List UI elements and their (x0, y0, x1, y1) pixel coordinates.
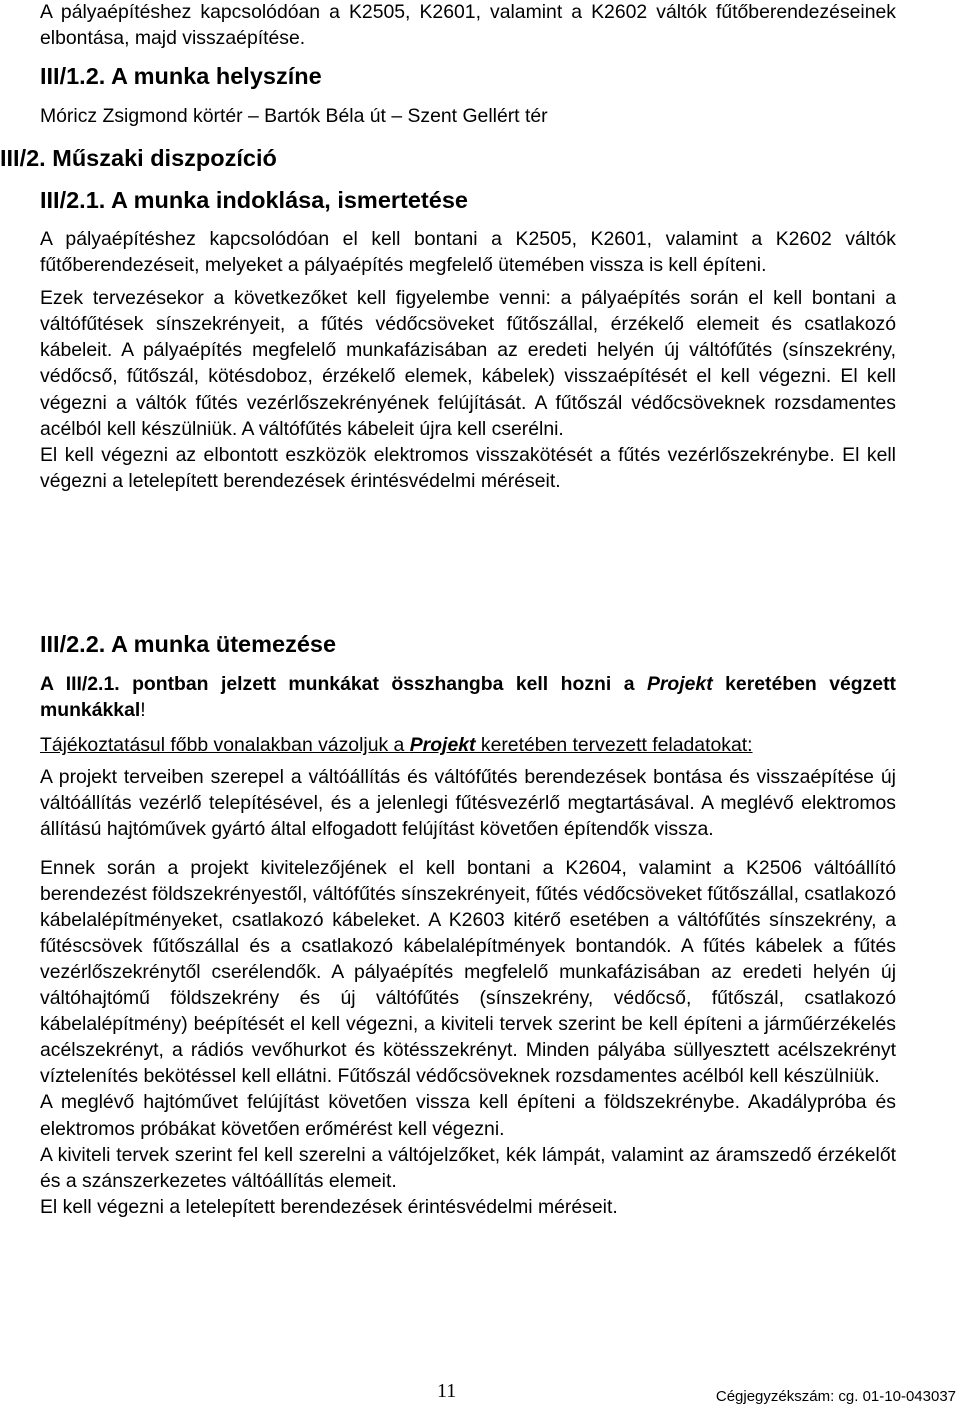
info-intro (40, 732, 896, 758)
section-2-2-paragraph: A projekt terveiben szerepel a váltóállítás és váltófűtés berendezések bontása és visszaépítése új váltóállítás vezérlő telepítésével, és a jelenlegi fűtésvezérlő megtartásával. A meglévő elektromos állítású hajtóművek gyártó által elfogadott felújítást követően építendők vissza. (40, 766, 896, 841)
info-intro-project: Projekt (409, 734, 476, 757)
intro-block (40, 0, 896, 51)
section-2-1-body (40, 226, 896, 494)
section-2-1-heading: III/2.1. A munka indoklása, ismertetése (40, 187, 468, 213)
section-2-1-paragraph: A pályaépítéshez kapcsolódóan el kell bontani a K2505, K2601, valamint a K2602 váltók fűtőberendezéseit, melyeket a pályaépítés megfelelő ütemében vissza is kell építeni. (40, 228, 896, 277)
info-intro-text-end: keretében tervezett feladatokat: (475, 734, 753, 757)
scheduling-note-exclamation: ! (140, 699, 146, 722)
intro-paragraph: A pályaépítéshez kapcsolódóan a K2505, K2601, valamint a K2602 váltók fűtőberendezéseinek elbontása, majd visszaépítése. (40, 1, 896, 50)
info-intro-text: Tájékoztatásul főbb vonalakban vázoljuk a (40, 734, 410, 757)
company-registry-number: Cégjegyzékszám: cg. 01-10-043037 (715, 1388, 956, 1405)
scheduling-note-text: A III/2.1. pontban jelzett munkákat összhangba kell hozni a (40, 673, 647, 695)
section-2-2-paragraph: A kiviteli tervek szerint fel kell szerelni a váltójelzőket, kék lámpát, valamint az áramszedő érzékelőt és a szánszerkezetes váltóállítás elemeit. (40, 1143, 896, 1192)
scheduling-note-project: Projekt (646, 673, 713, 695)
location-line: Móricz Zsigmond körtér – Bartók Béla út – Szent Gellért tér (40, 105, 548, 127)
scheduling-note (40, 671, 896, 723)
section-1-2-heading: III/1.2. A munka helyszíne (40, 63, 322, 89)
section-2-2-body (40, 671, 896, 1220)
page-number: 11 (437, 1380, 457, 1402)
section-2-2-paragraph: El kell végezni a letelepített berendezések érintésvédelmi méréseit. (40, 1195, 618, 1218)
section-2-heading: III/2. Műszaki diszpozíció (0, 145, 277, 171)
section-2-1-paragraph: El kell végezni az elbontott eszközök elektromos visszakötését a fűtés vezérlőszekrénybe. El kell végezni a letelepített berendezések érintésvédelmi méréseit. (40, 443, 896, 492)
section-2-2-paragraph: Ennek során a projekt kivitelezőjének el kell bontani a K2604, valamint a K2506 váltóállító berendezést földszekrényestől, váltófűtés sínszekrényeit, fűtés védőcsöveket fűtőszállal, csatlakozó kábelalépítményeket, csatlakozó kábeleket. A K2603 kitérő esetében a váltófűtés sínszekrény, a fűtéscsövek fűtőszállal és a csatlakozó kábelalépítmények bontandók. A fűtés kábelek a fűtés vezérlőszekrénytől cserélendők. A pályaépítés megfelelő munkafázisában az eredeti helyén új váltóhajtómű földszekrény és új váltófűtés (sínszekrény, védőcső, fűtőszál, csatlakozó kábelalépítmény) beépítését el kell végezni, a kiviteli tervek szerint be kell építeni a járműérzékelés acélszekrényt, a rádiós vevőhurkot és kötésszekrényt. Minden pályába süllyesztett acélszekrényt víztelenítés bekötéssel kell ellátni. Fűtőszál védőcsöveknek rozsdamentes acélból kell készülniük. (40, 856, 896, 1088)
section-2-1-paragraph: Ezek tervezésekor a következőket kell figyelembe venni: a pályaépítés során el kell bontani a váltófűtések sínszekrényeit, a fűtés védőcsöveket fűtőszállal, érzékelő elemeit és csatlakozó kábeleit. A pályaépítés megfelelő munkafázisában az eredeti helyén új váltófűtés (sínszekrény, védőcső, fűtőszál, kötésdoboz, érzékelő elemek, kábelek) visszaépítését el kell végezni. El kell végezni a váltók fűtés vezérlőszekrényének felújítását. A fűtőszál védőcsöveknek rozsdamentes acélból kell készülniük. A váltófűtés kábeleit újra kell cserélni. (40, 287, 896, 440)
scheduling-note-text-end: keretében végzett munkákkal (40, 673, 896, 722)
section-2-2-paragraph: A meglévő hajtóművet felújítást követően vissza kell építeni a földszekrénybe. Akadálypróba és elektromos próbákat követően erőmérést kell végezni. (40, 1091, 896, 1140)
section-2-2-heading: III/2.2. A munka ütemezése (40, 631, 337, 657)
